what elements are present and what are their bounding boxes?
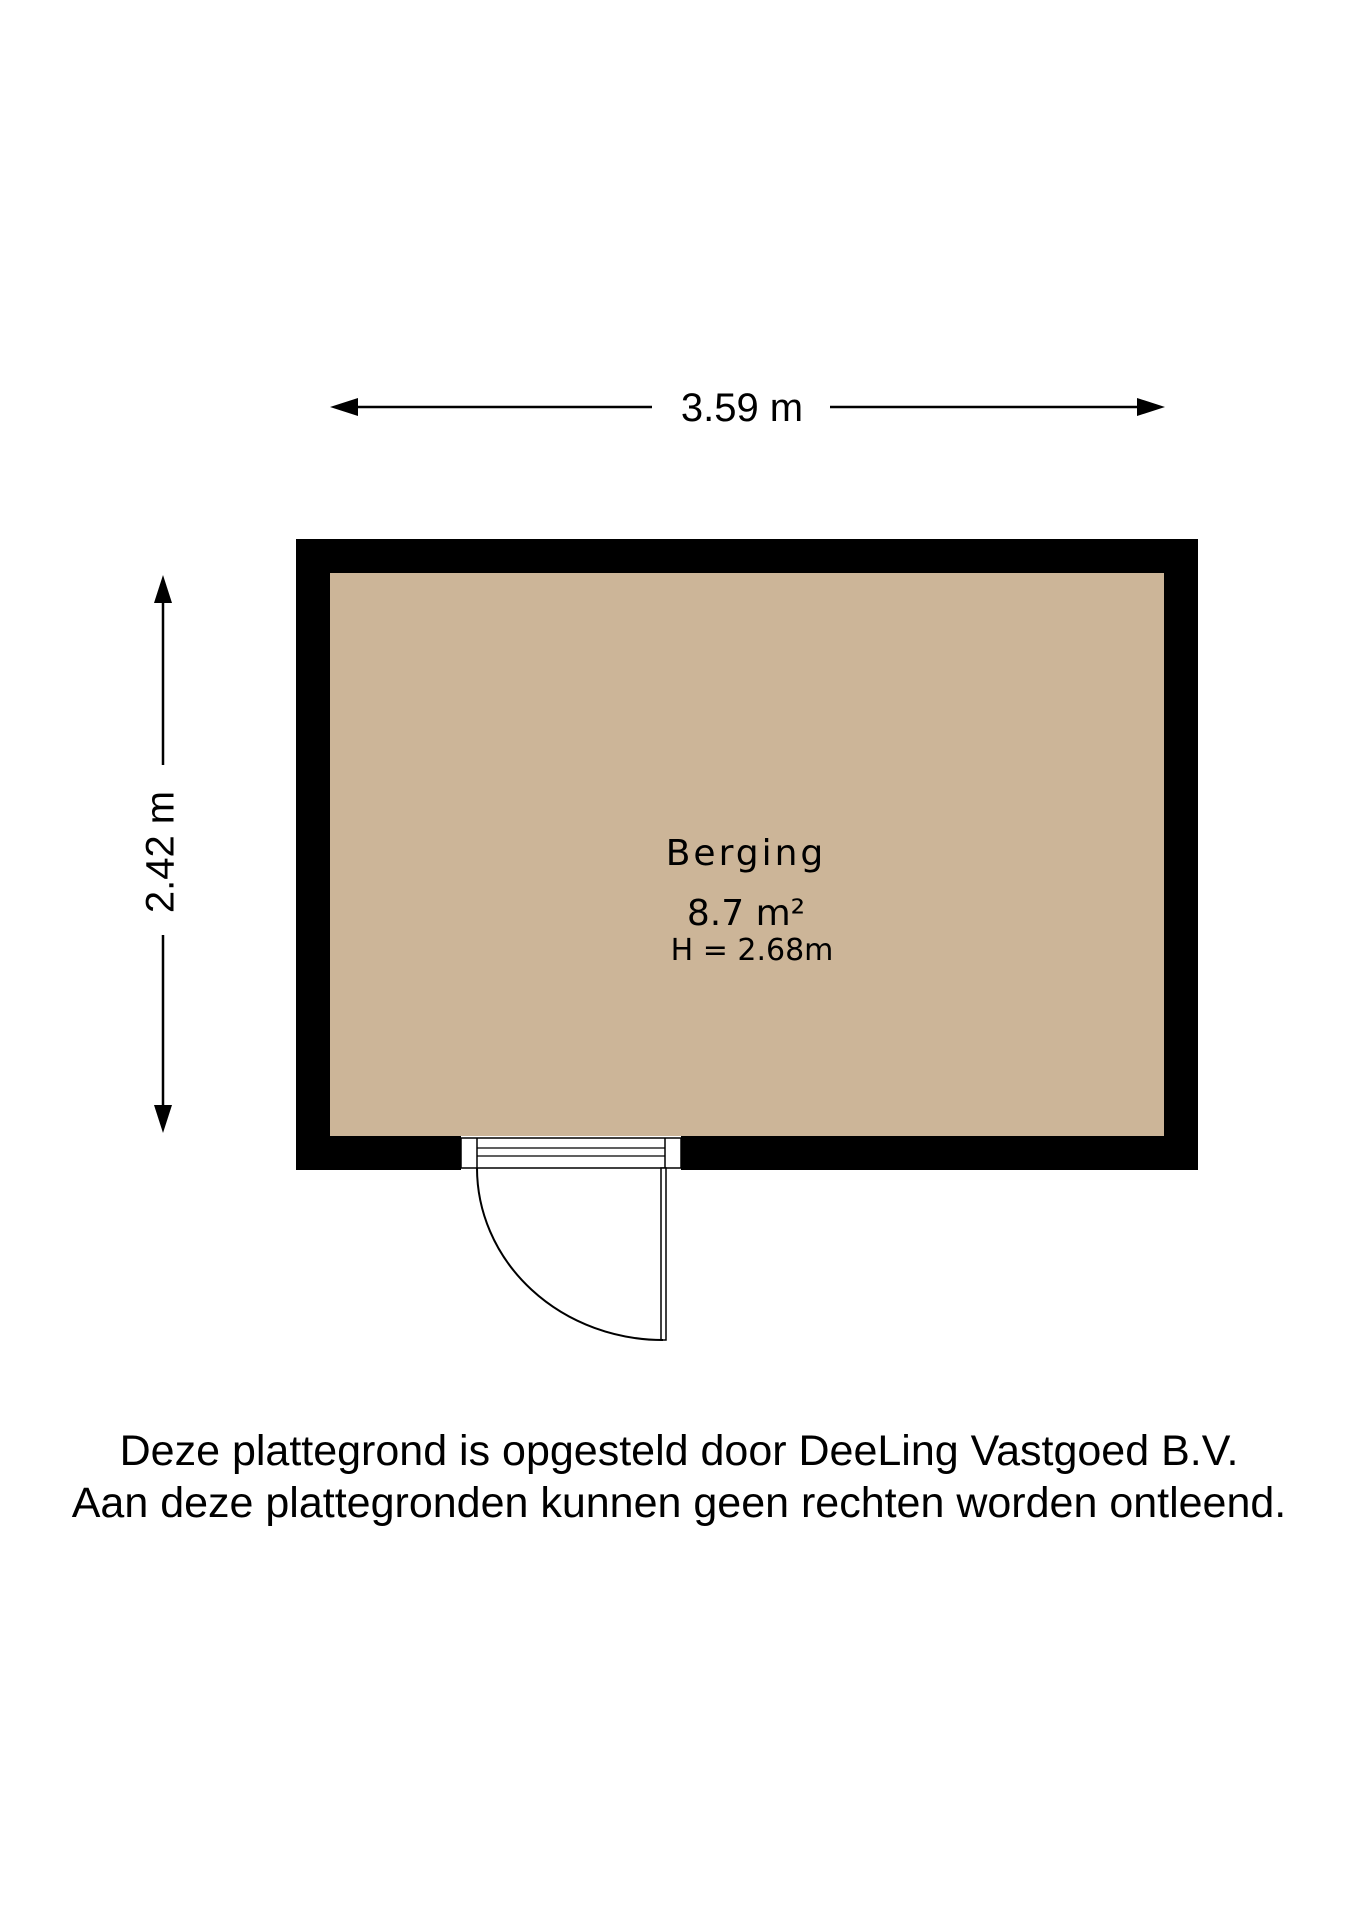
height-arrow-bottom-icon (154, 1105, 172, 1133)
width-arrow-left-icon (330, 398, 358, 416)
door-swing-arc (477, 1168, 663, 1340)
disclaimer (0, 1425, 1358, 1529)
room-area: 8.7 m² (686, 893, 806, 934)
width-arrow-right-icon (1137, 398, 1165, 416)
door (461, 1136, 681, 1340)
door-leaf (661, 1168, 666, 1340)
height-label: 2.42 m (138, 790, 183, 914)
door-frame (461, 1138, 681, 1168)
width-dimension (330, 386, 1165, 430)
disclaimer-line-1: Deze plattegrond is opgesteld door DeeLing Vastgoed B.V. (119, 1427, 1239, 1475)
disclaimer-line-2: Aan deze plattegronden kunnen geen rechten worden ontleend. (71, 1479, 1287, 1527)
room-ceiling-height: H = 2.68m (670, 933, 834, 968)
height-arrow-top-icon (154, 575, 172, 603)
width-label: 3.59 m (680, 386, 804, 430)
height-dimension (139, 575, 183, 1133)
room-name: Berging (665, 833, 827, 874)
